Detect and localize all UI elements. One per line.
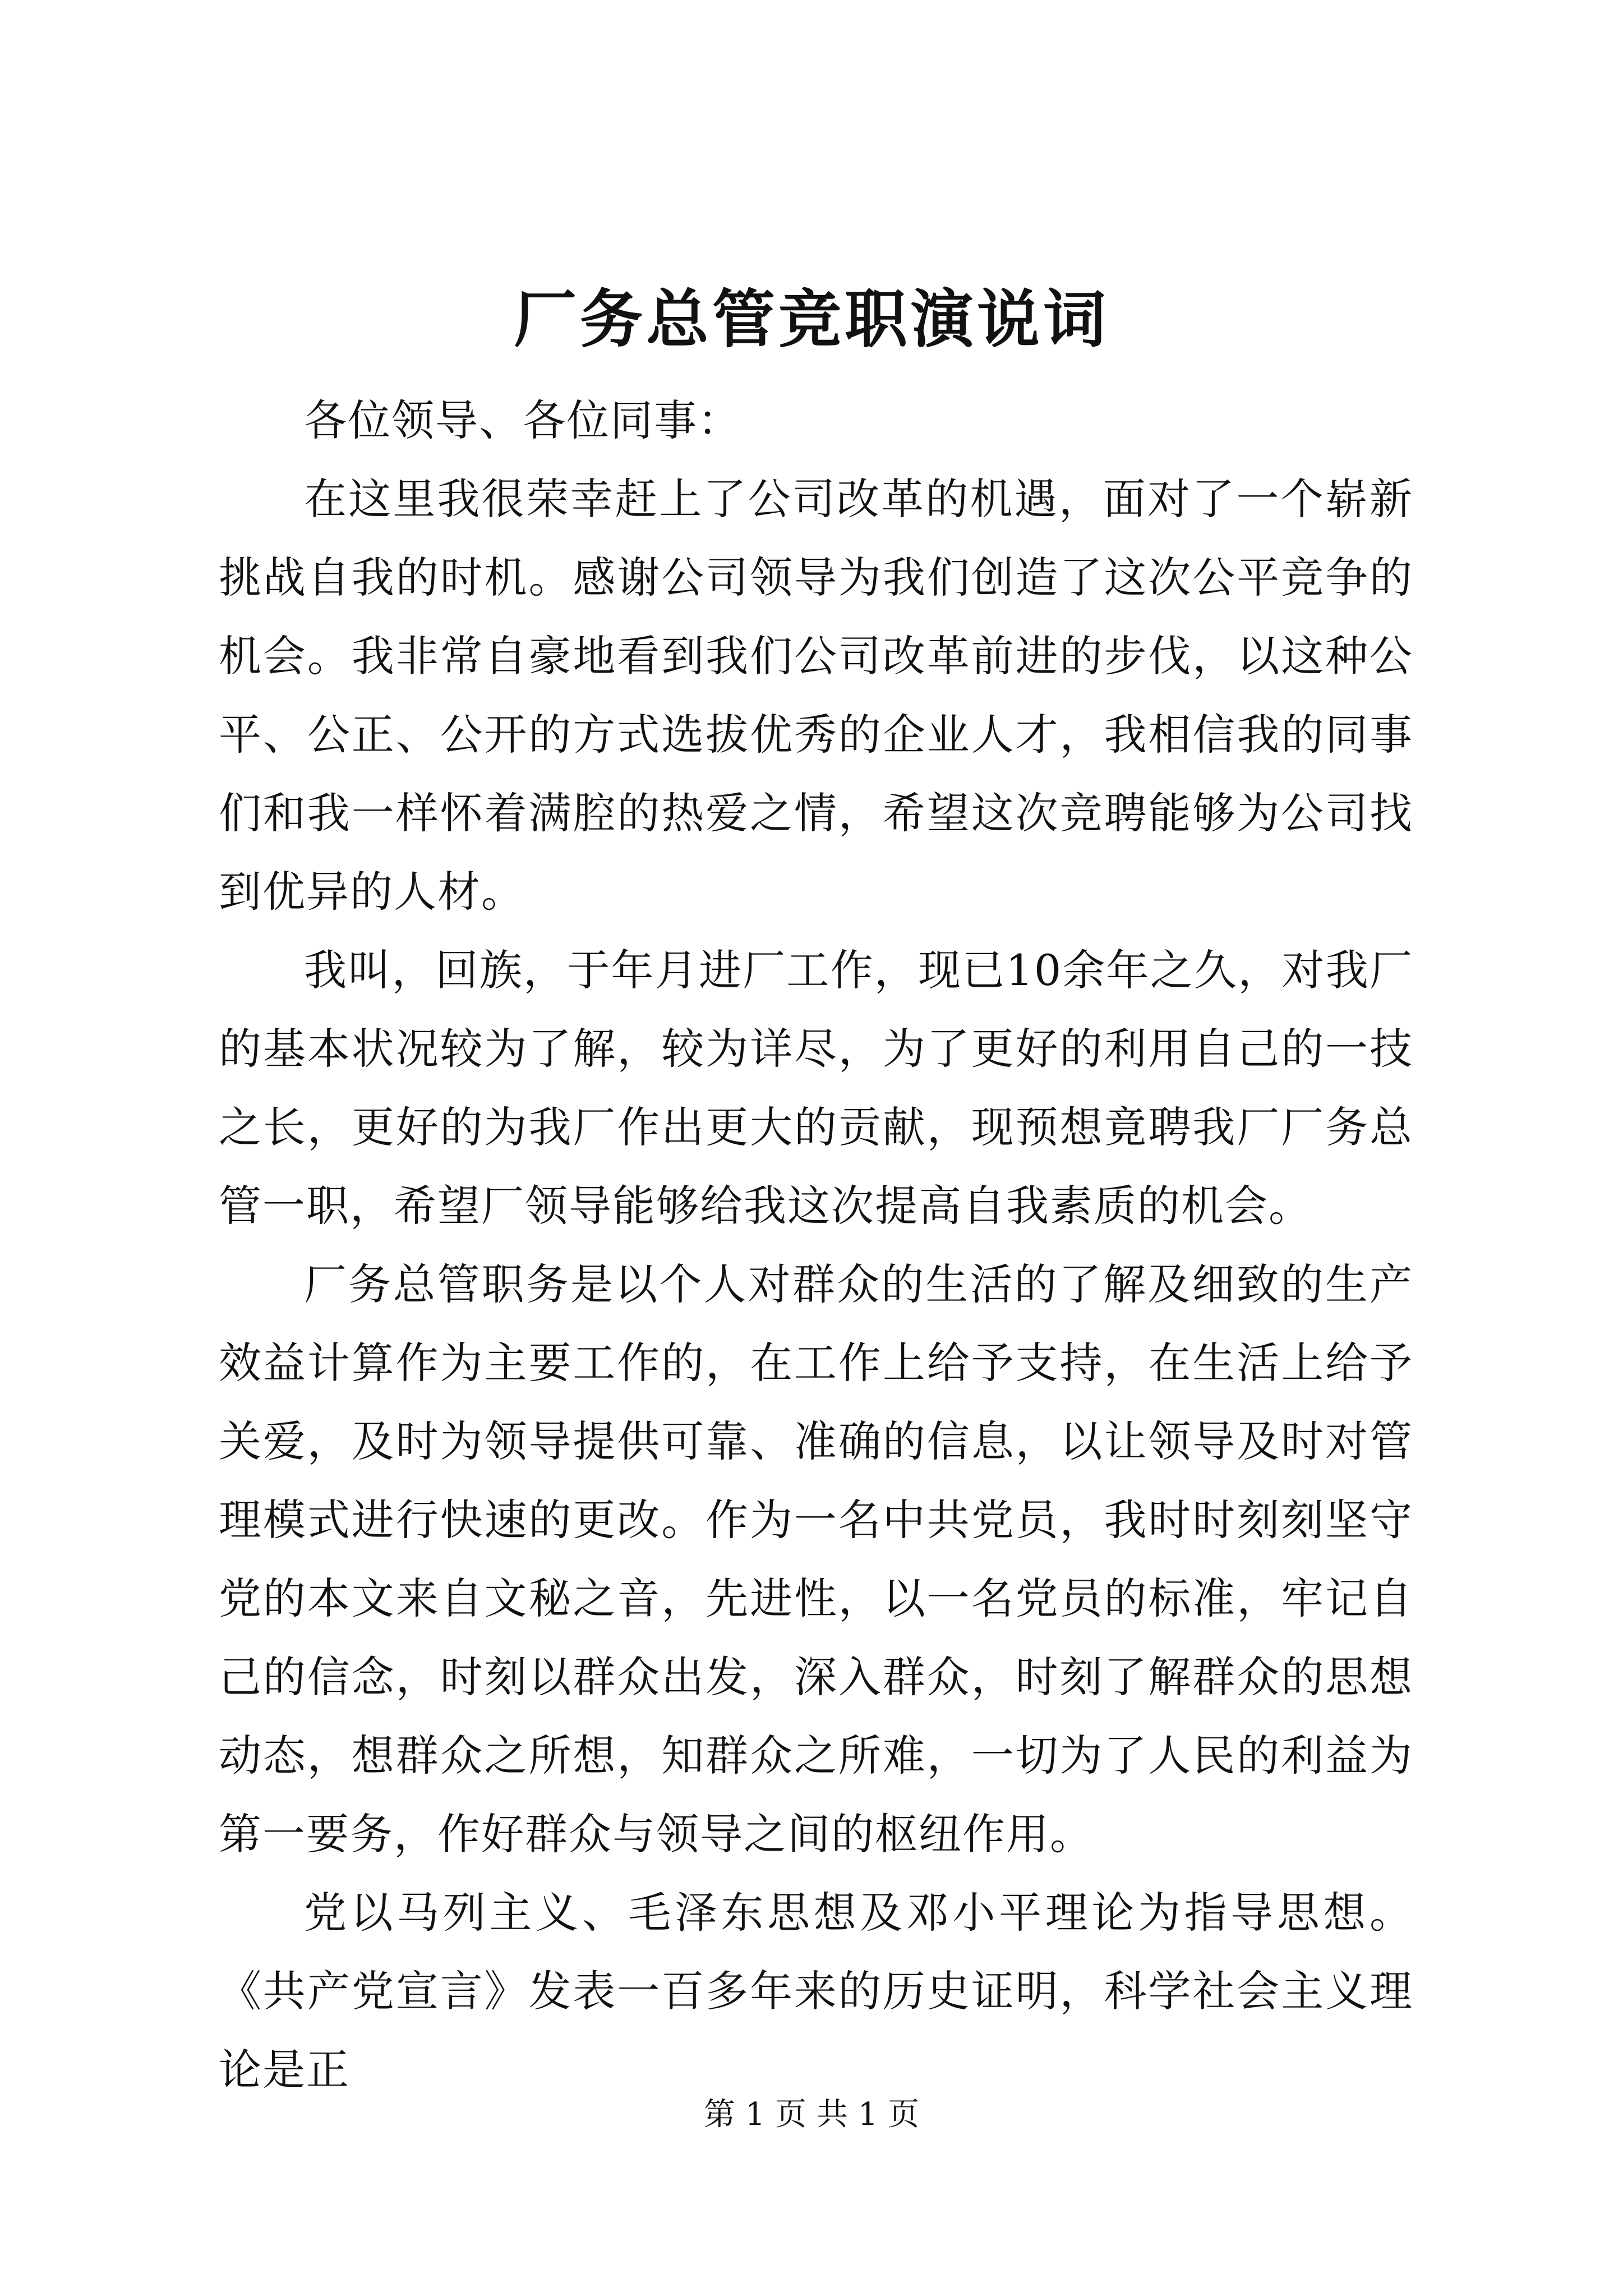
document-body: [219, 381, 1413, 2109]
paragraph-duties: 厂务总管职务是以个人对群众的生活的了解及细致的生产效益计算作为主要工作的，在工作上给予支持，在生活上给予关爱，及时为领导提供可靠、准确的信息，以让领导及时对管理模式进行快速的更改。作为一名中共党员，我时时刻刻坚守党的本文来自文秘之音，先进性，以一名党员的标准，牢记自己的信念，时刻以群众出发，深入群众，时刻了解群众的思想动态，想群众之所想，知群众之所难，一切为了人民的利益为第一要务，作好群众与领导之间的枢纽作用。: [219, 1259, 1413, 1859]
paragraph-greeting: 各位领导、各位同事：: [304, 395, 741, 445]
page-footer: 第 1 页 共 1 页: [703, 2096, 920, 2133]
paragraph-party-ideology: 党以马列主义、毛泽东思想及邓小平理论为指导思想。《共产党宣言》发表一百多年来的历史证明，科学社会主义理论是正: [219, 1888, 1413, 2095]
paragraph-opportunity: 在这里我很荣幸赶上了公司改革的机遇，面对了一个崭新挑战自我的时机。感谢公司领导为我们创造了这次公平竞争的机会。我非常自豪地看到我们公司改革前进的步伐，以这种公平、公正、公开的方式选拔优秀的企业人才，我相信我的同事们和我一样怀着满腔的热爱之情，希望这次竞聘能够为公司找到优异的人材。: [219, 474, 1413, 917]
document-title: 厂务总管竞职演说词: [514, 283, 1109, 356]
paragraph-introduction: 我叫，回族，于年月进厂工作，现已10余年之久，对我厂的基本状况较为了解，较为详尽，为了更好的利用自己的一技之长，更好的为我厂作出更大的贡献，现预想竟聘我厂厂务总管一职，希望厂领导能够给我这次提高自我素质的机会。: [219, 945, 1413, 1231]
